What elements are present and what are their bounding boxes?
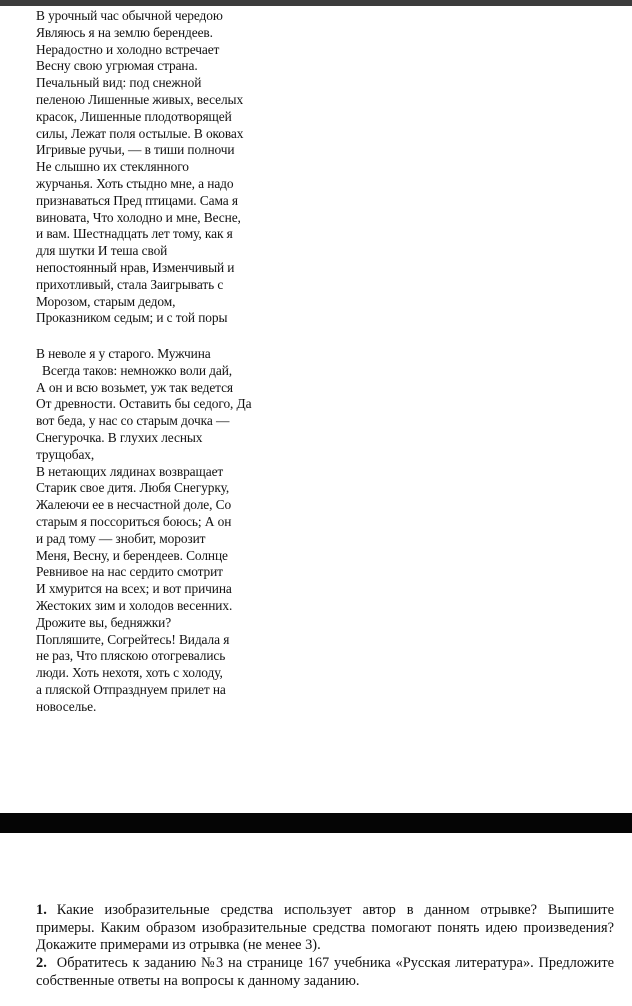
poem-line: вот беда, у нас со старым дочка — bbox=[36, 413, 230, 429]
poem-line: Весну свою угрюмая страна. bbox=[36, 58, 198, 74]
assignment-item bbox=[36, 902, 614, 955]
poem-line: Игривые ручьи, — в тиши полночи bbox=[36, 142, 235, 158]
poem-line: а пляской Отпразднуем прилет на bbox=[36, 681, 226, 697]
poem-stanza-2 bbox=[36, 346, 296, 716]
poem-line: для шутки И теша свой bbox=[36, 243, 168, 259]
poem-line: Жестоких зим и холодов весенних. bbox=[36, 597, 233, 613]
poem-line: и вам. Шестнадцать лет тому, как я bbox=[36, 226, 233, 242]
poem-line: непостоянный нрав, Изменчивый и bbox=[36, 259, 235, 275]
poem-line: прихотливый, стала Заигрывать с bbox=[36, 276, 224, 292]
top-edge-bar bbox=[0, 0, 632, 6]
assignment-text: Обратитесь к заданию №3 на странице 167 учебника «Русская литература». Предложите собственные ответы на вопросы к данному заданию. bbox=[36, 955, 614, 989]
poem-line: Меня, Весну, и берендеев. Солнце bbox=[36, 547, 228, 563]
poem-line: Дрожите вы, бедняжки? bbox=[36, 614, 172, 630]
poem-line: А он и всю возьмет, уж так ведется bbox=[36, 379, 233, 395]
poem-line: пеленою Лишенные живых, веселых bbox=[36, 91, 244, 107]
page-separator-band bbox=[0, 813, 632, 833]
poem-line: Проказником седым; и с той поры bbox=[36, 310, 228, 326]
poem-line: В урочный час обычной чередою bbox=[36, 8, 223, 23]
poem-line: Ревнивое на нас сердито смотрит bbox=[36, 564, 223, 580]
assignment-number: 1. bbox=[36, 902, 47, 918]
poem-line: красок, Лишенные плодотворящей bbox=[36, 108, 232, 124]
poem-line: старым я поссориться боюсь; А он bbox=[36, 513, 232, 529]
poem-line: Печальный вид: под снежной bbox=[36, 75, 202, 91]
poem-line: Являюсь я на землю берендеев. bbox=[36, 24, 213, 40]
poem-line: Всегда таков: немножко воли дай, bbox=[42, 362, 233, 378]
poem-line: и рад тому — знобит, морозит bbox=[36, 530, 206, 546]
poem-line: виновата, Что холодно и мне, Весне, bbox=[36, 209, 241, 225]
poem-line: Снегурочка. В глухих лесных bbox=[36, 429, 203, 445]
poem-line: Старик свое дитя. Любя Снегурку, bbox=[36, 480, 230, 496]
poem-stanza-1 bbox=[36, 8, 296, 327]
poem-line: Жалеючи ее в несчастной доле, Со bbox=[36, 497, 232, 513]
poem-line: И хмурится на всех; и вот причина bbox=[36, 581, 232, 597]
assignment-list bbox=[36, 902, 614, 991]
poem-line: люди. Хоть нехотя, хоть с холоду, bbox=[36, 665, 223, 681]
poem-line: В неволе я у старого. Мужчина bbox=[36, 346, 211, 361]
assignment-text: Какие изобразительные средства использует автор в данном отрывке? Выпишите примеры. Каким образом изобразительные средства помогают понять идею произведения? Докажите примерами из отрывка (не менее 3). bbox=[36, 902, 614, 954]
poem-line: не раз, Что пляскою отогревались bbox=[36, 648, 226, 664]
poem-line: В нетающих лядинах возвращает bbox=[36, 463, 224, 479]
poem-line: Попляшите, Согрейтесь! Видала я bbox=[36, 631, 230, 647]
poem-line: Не слышно их стеклянного bbox=[36, 159, 189, 175]
assignment-number: 2. bbox=[36, 955, 47, 972]
poem-line: новоселье. bbox=[36, 698, 97, 714]
poem-line: Морозом, старым дедом, bbox=[36, 293, 176, 309]
poem-line: признаваться Пред птицами. Сама я bbox=[36, 192, 238, 208]
poem-line: От древности. Оставить бы седого, Да bbox=[36, 396, 252, 412]
poem-line: силы, Лежат поля остылые. В оковах bbox=[36, 125, 244, 141]
poem-line: Нерадостно и холодно встречает bbox=[36, 41, 220, 57]
assignment-item bbox=[36, 955, 614, 990]
poem-line: трущобах, bbox=[36, 446, 95, 462]
poem-line: журчанья. Хоть стыдно мне, а надо bbox=[36, 175, 234, 191]
